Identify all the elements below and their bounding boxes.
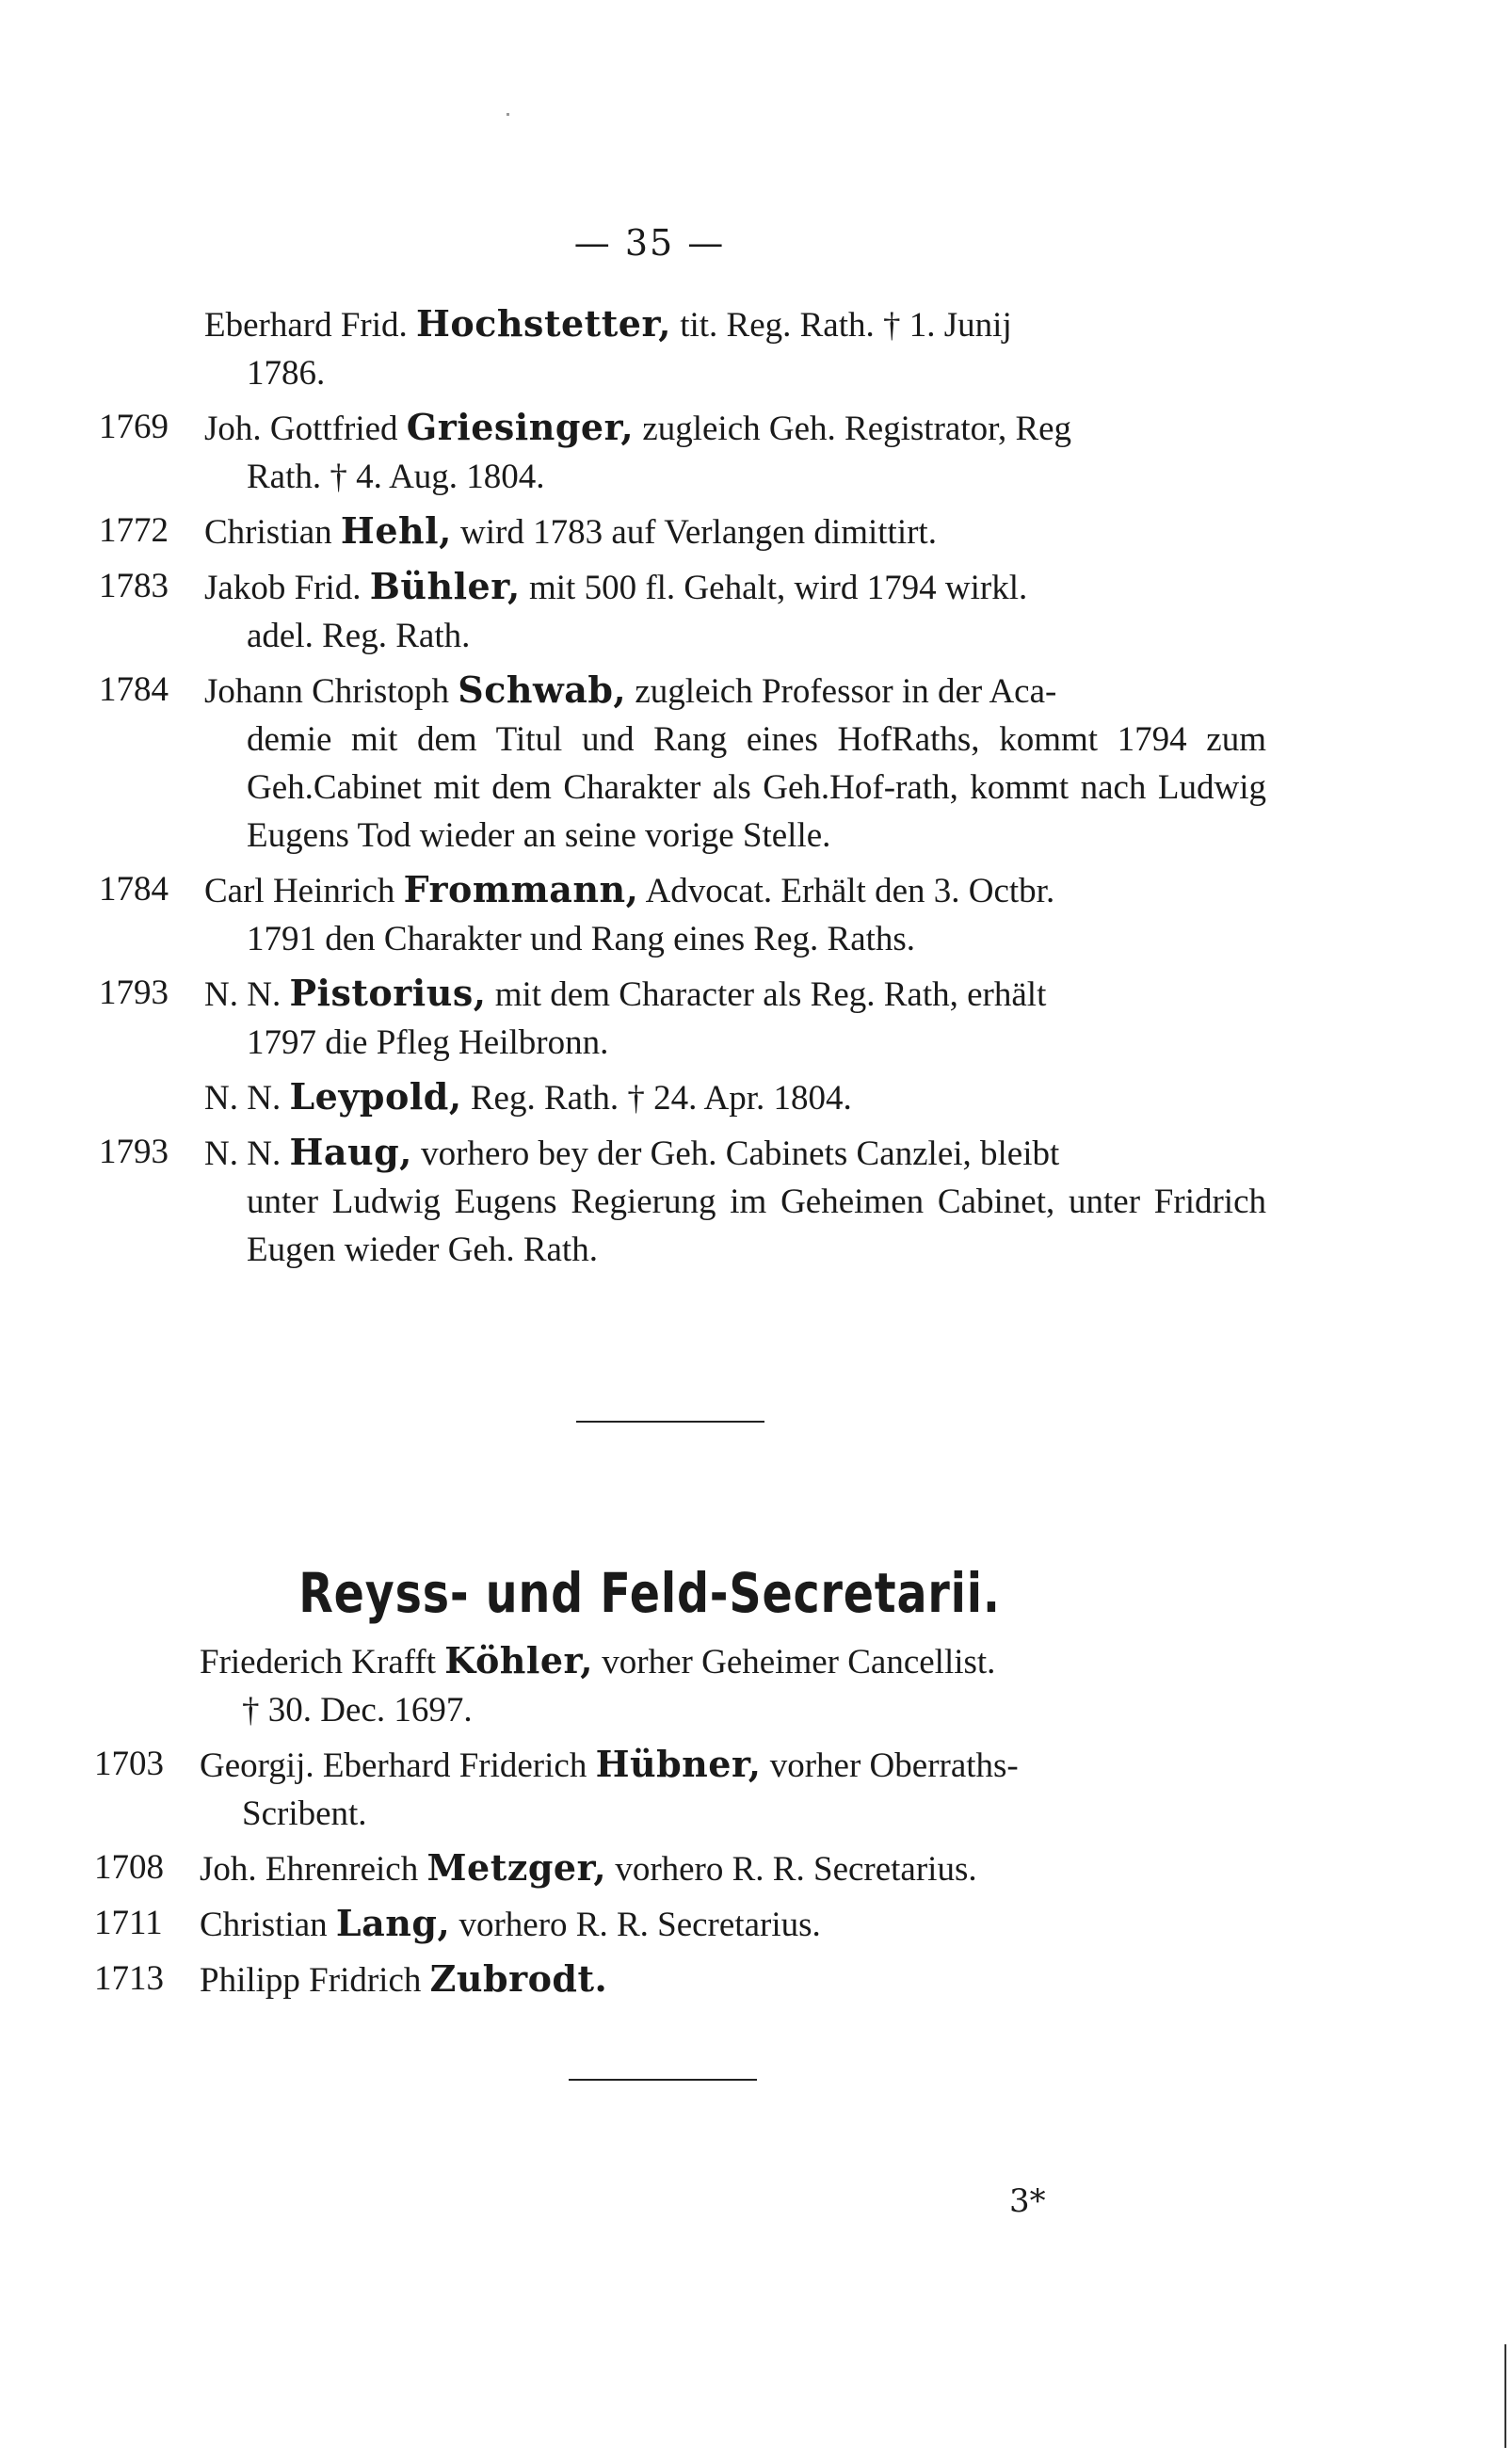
entry-row — [99, 1128, 1266, 1274]
entry-prefix: Carl Heinrich — [204, 872, 404, 910]
entry-year: 1793 — [99, 1133, 169, 1171]
entry-first-line — [200, 1740, 1262, 1790]
entry-surname: Zubrodt. — [429, 1957, 608, 2000]
entry-continuation: adel. Reg. Rath. — [247, 617, 471, 655]
page-number: — 35 — — [573, 222, 726, 264]
entry-first-line — [200, 1636, 1262, 1686]
entry-body — [204, 666, 1266, 860]
entry-prefix: Christian — [200, 1906, 336, 1944]
entry-first-line — [204, 1072, 1266, 1122]
entry-row — [99, 1072, 1266, 1122]
entry-prefix: Philipp Fridrich — [200, 1961, 430, 2000]
entry-list-section-2 — [94, 1636, 1262, 2010]
entry-surname: Köhler, — [444, 1639, 594, 1682]
entry-year — [94, 1636, 200, 1734]
entry-continuation: demie mit dem Titul und Rang eines HofRaths, kommt 1794 zum Geh.Cabinet mit dem Charakter als Geh.Hof-rath, kommt nach Ludwig Eugens Tod wieder an seine vorige Stelle. — [247, 720, 1266, 855]
entry-body — [204, 562, 1266, 660]
entry-suffix: Reg. Rath. † 24. Apr. 1804. — [461, 1079, 852, 1118]
section-title: Reyss- und Feld-Secretarii. — [298, 1561, 1001, 1625]
entry-body — [200, 1899, 1262, 1949]
entry-year — [99, 1072, 204, 1122]
entry-first-line — [200, 1899, 1262, 1949]
entry-year: 1769 — [99, 408, 169, 446]
entry-continuation: 1791 den Charakter und Rang eines Reg. Raths. — [247, 920, 916, 958]
entry-body — [204, 403, 1266, 501]
divider-rule — [576, 1421, 764, 1423]
entry-row — [94, 1740, 1262, 1838]
entry-prefix: Georgij. Eberhard Friderich — [200, 1746, 596, 1785]
entry-body — [204, 1072, 1266, 1122]
entry-prefix: Jakob Frid. — [204, 569, 370, 607]
entry-first-line — [204, 403, 1266, 453]
entry-body — [200, 1955, 1262, 2004]
entry-surname: Frommann, — [403, 868, 639, 910]
entry-first-line — [204, 562, 1266, 612]
entry-suffix: vorhero R. R. Secretarius. — [450, 1906, 821, 1944]
entry-first-line — [204, 299, 1266, 349]
entry-surname: Hehl, — [340, 509, 452, 552]
entry-surname: Pistorius, — [289, 972, 487, 1014]
entry-surname: Griesinger, — [406, 406, 635, 448]
entry-continuation: unter Ludwig Eugens Regierung im Geheimen Cabinet, unter Fridrich Eugen wieder Geh. Rath. — [247, 1183, 1266, 1269]
entry-year: 1711 — [94, 1904, 163, 1942]
entry-year: 1713 — [94, 1959, 164, 1998]
entry-row — [94, 1843, 1262, 1893]
entry-row — [99, 299, 1266, 397]
entry-year: 1772 — [99, 511, 169, 550]
entry-surname: Haug, — [289, 1131, 412, 1173]
entry-year: 1783 — [99, 567, 169, 605]
entry-year: 1793 — [99, 974, 169, 1012]
entry-suffix: vorher Geheimer Cancellist. — [593, 1643, 996, 1682]
entry-surname: Hübner, — [595, 1743, 762, 1785]
entry-surname: Lang, — [335, 1902, 451, 1944]
entry-row — [99, 666, 1266, 860]
entry-row — [94, 1955, 1262, 2004]
entry-body — [204, 299, 1266, 397]
entry-suffix: Advocat. Erhält den 3. Octbr. — [638, 872, 1055, 910]
entry-first-line — [204, 1128, 1266, 1178]
entry-prefix: N. N. — [204, 975, 290, 1014]
entry-list-section-1 — [99, 299, 1266, 1279]
entry-prefix: Joh. Gottfried — [204, 410, 407, 448]
entry-year: 1703 — [94, 1745, 164, 1783]
divider-rule — [569, 2079, 757, 2081]
entry-suffix: wird 1783 auf Verlangen dimittirt. — [451, 513, 937, 552]
entry-year — [99, 299, 204, 397]
entry-first-line — [200, 1843, 1262, 1893]
entry-prefix: Joh. Ehrenreich — [200, 1850, 427, 1889]
scan-edge-line — [1504, 2344, 1506, 2448]
signature-mark: 3* — [1009, 2182, 1046, 2220]
entry-body — [204, 1128, 1266, 1274]
entry-body — [204, 969, 1266, 1067]
entry-suffix: vorhero bey der Geh. Cabinets Canzlei, bleibt — [411, 1134, 1060, 1173]
entry-suffix: mit 500 fl. Gehalt, wird 1794 wirkl. — [520, 569, 1028, 607]
entry-first-line — [204, 969, 1266, 1019]
entry-row — [94, 1636, 1262, 1734]
entry-row — [94, 1899, 1262, 1949]
entry-row — [99, 865, 1266, 963]
entry-row — [99, 507, 1266, 556]
entry-suffix: zugleich Professor in der Aca- — [626, 672, 1057, 711]
entry-year: 1708 — [94, 1848, 164, 1887]
entry-row — [99, 969, 1266, 1067]
entry-first-line — [200, 1955, 1262, 2004]
entry-continuation: 1786. — [247, 354, 326, 393]
entry-row — [99, 562, 1266, 660]
entry-year: 1784 — [99, 870, 169, 909]
entry-surname: Leypold, — [289, 1075, 462, 1118]
entry-first-line — [204, 865, 1266, 915]
entry-surname: Bühler, — [369, 565, 521, 607]
entry-body — [204, 865, 1266, 963]
entry-suffix: vorher Oberraths- — [761, 1746, 1019, 1785]
entry-body — [204, 507, 1266, 556]
entry-prefix: N. N. — [204, 1079, 290, 1118]
entry-prefix: Eberhard Frid. — [204, 306, 417, 345]
entry-continuation: 1797 die Pfleg Heilbronn. — [247, 1023, 609, 1062]
entry-prefix: Johann Christoph — [204, 672, 458, 711]
entry-row — [99, 403, 1266, 501]
entry-continuation: Scribent. — [242, 1794, 367, 1833]
entry-first-line — [204, 666, 1266, 716]
entry-surname: Metzger, — [426, 1846, 607, 1889]
scan-speck — [507, 113, 509, 116]
entry-year: 1784 — [99, 670, 169, 709]
entry-prefix: Christian — [204, 513, 341, 552]
entry-prefix: N. N. — [204, 1134, 290, 1173]
entry-body — [200, 1843, 1262, 1893]
entry-continuation: Rath. † 4. Aug. 1804. — [247, 458, 545, 496]
entry-surname: Schwab, — [458, 668, 627, 711]
entry-suffix: mit dem Character als Reg. Rath, erhält — [486, 975, 1047, 1014]
entry-first-line — [204, 507, 1266, 556]
entry-suffix: tit. Reg. Rath. † 1. Junij — [670, 306, 1012, 345]
entry-suffix: vorhero R. R. Secretarius. — [606, 1850, 977, 1889]
entry-body — [200, 1740, 1262, 1838]
entry-body — [200, 1636, 1262, 1734]
entry-continuation: † 30. Dec. 1697. — [242, 1691, 473, 1730]
entry-suffix: zugleich Geh. Registrator, Reg — [634, 410, 1072, 448]
entry-prefix: Friederich Krafft — [200, 1643, 445, 1682]
entry-surname: Hochstetter, — [416, 302, 671, 345]
